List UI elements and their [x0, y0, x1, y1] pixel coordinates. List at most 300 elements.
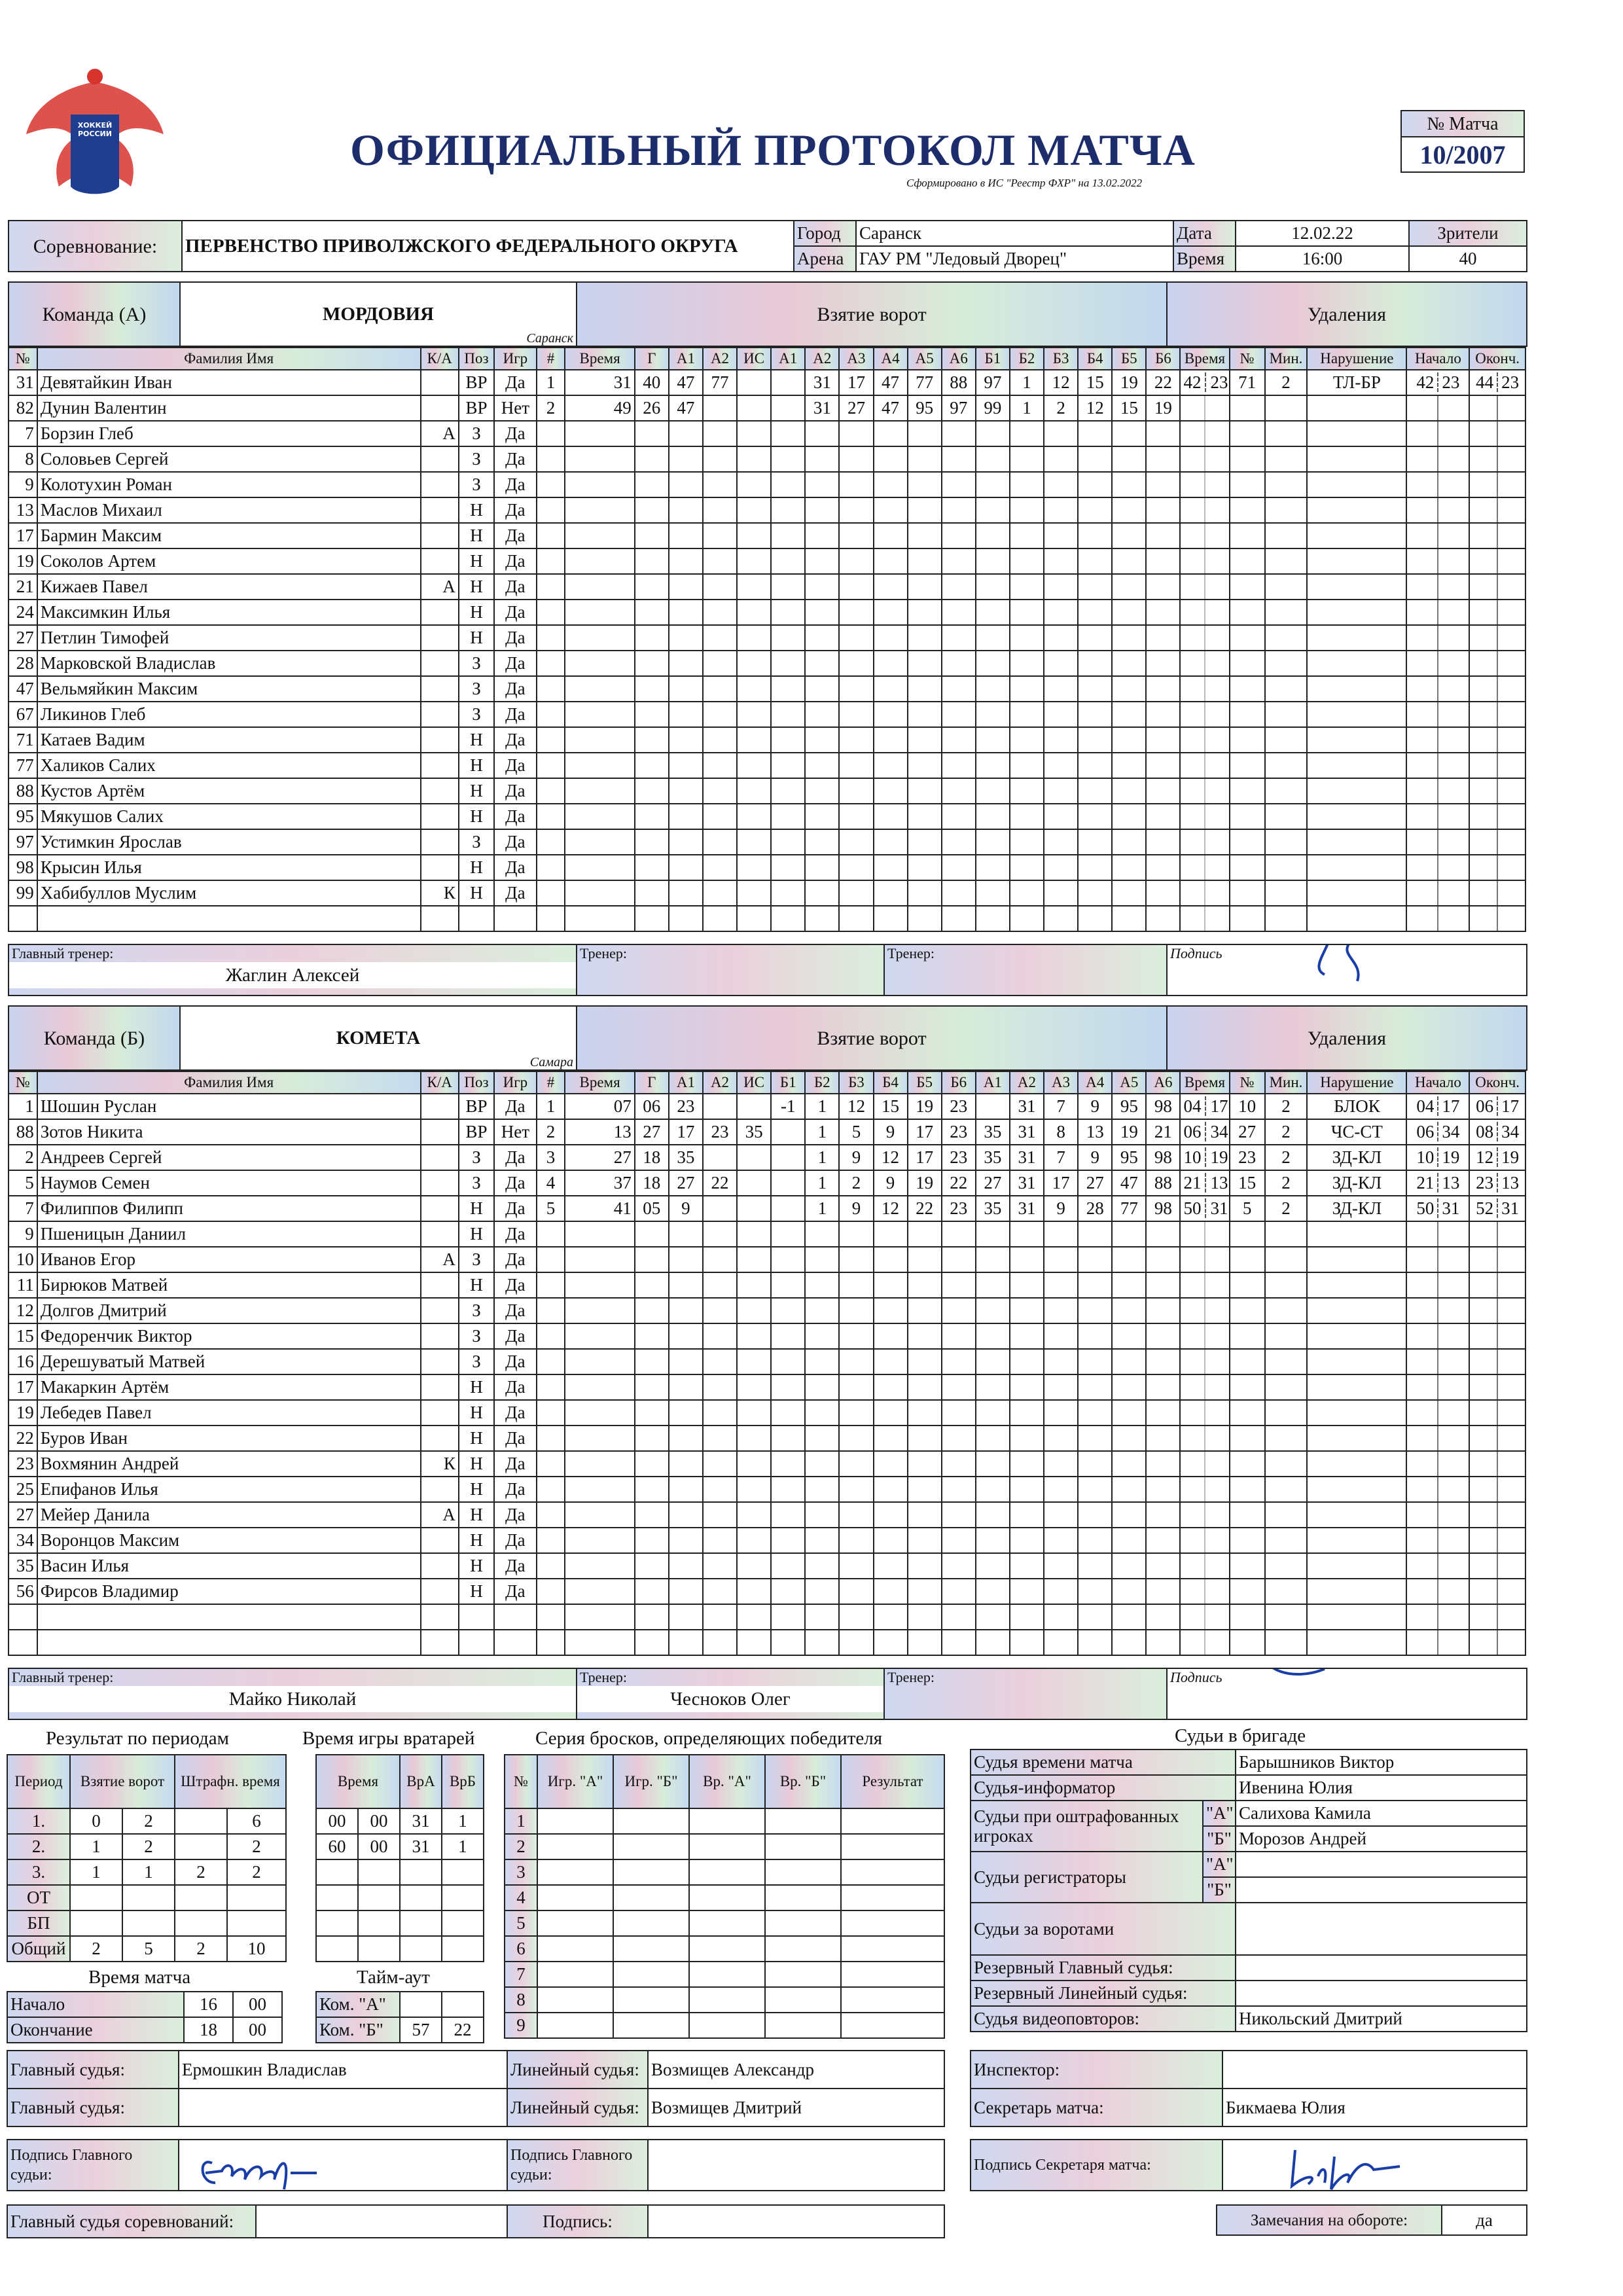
goal-cell — [839, 880, 873, 906]
goal-cell: 9 — [874, 1170, 908, 1196]
player-position: Н — [459, 1528, 494, 1553]
goalie-cell — [316, 1885, 358, 1910]
shootout-row — [505, 1962, 944, 1987]
goal-cell — [942, 676, 976, 702]
goal-cell: 37 — [565, 1170, 634, 1196]
competition-name: ПЕРВЕНСТВО ПРИВОЛЖСКОГО ФЕДЕРАЛЬНОГО ОКРУГА — [182, 221, 794, 272]
match-no-label: № Матча — [1401, 111, 1524, 137]
goal-cell: 5 — [537, 1196, 565, 1221]
roster-header: Поз — [459, 348, 494, 370]
goal-cell — [976, 472, 1010, 497]
goal-cell — [874, 651, 908, 676]
goal-cell — [1010, 1374, 1044, 1400]
player-name: Макаркин Артём — [37, 1374, 421, 1400]
player-number — [9, 1630, 37, 1655]
penalty-cell — [1469, 1477, 1525, 1502]
goal-cell — [737, 753, 771, 778]
period-value — [70, 1885, 122, 1910]
penalty-cell — [1180, 1247, 1229, 1272]
penalty-cell — [1406, 1323, 1469, 1349]
player-number: 11 — [9, 1272, 37, 1298]
goal-cell — [874, 727, 908, 753]
team-a-coach-signature — [1285, 944, 1377, 988]
shootout-row — [505, 1834, 944, 1859]
goal-cell: 31 — [565, 370, 634, 395]
penalty-cell — [1180, 395, 1229, 421]
penalty-cell — [1180, 446, 1229, 472]
goal-cell — [635, 1400, 669, 1426]
goal-cell — [908, 1272, 942, 1298]
goal-cell — [1044, 421, 1078, 446]
player-number: 19 — [9, 1400, 37, 1426]
penalties-header: Мин. — [1265, 348, 1308, 370]
goal-cell — [635, 676, 669, 702]
goal-cell — [669, 1247, 703, 1272]
penalty-start: 04 17 — [1406, 1094, 1469, 1119]
penalty-cell — [1469, 1221, 1525, 1247]
goal-cell — [839, 1247, 873, 1272]
goal-cell — [1146, 906, 1180, 931]
goal-cell — [1112, 676, 1146, 702]
goal-cell — [703, 625, 737, 651]
goal-cell — [565, 1272, 634, 1298]
goal-cell — [537, 1374, 565, 1400]
penalty-cell — [1469, 1528, 1525, 1553]
team-b-coaches — [8, 1668, 1527, 1720]
goalie-cell: 31 — [400, 1808, 442, 1834]
penalty-cell — [1406, 1630, 1469, 1655]
shootout-cell — [841, 1936, 944, 1962]
goal-cell — [1078, 1477, 1112, 1502]
goal-cell — [771, 1170, 805, 1196]
player-name: Ликинов Глеб — [37, 702, 421, 727]
comp-sign-label: Подпись: — [507, 2205, 648, 2238]
goal-cell — [942, 906, 976, 931]
goal-cell: 23 — [942, 1145, 976, 1170]
penalty-cell — [1180, 1374, 1229, 1400]
timeout-table — [315, 1991, 484, 2043]
penalty-cell — [1265, 625, 1308, 651]
goals-header: Б5 — [908, 1071, 942, 1094]
penalty-cell — [1469, 574, 1525, 600]
goal-cell: 22 — [908, 1196, 942, 1221]
goal-cell — [669, 421, 703, 446]
goal-cell — [942, 804, 976, 829]
table-row — [9, 548, 1525, 574]
player-role — [421, 395, 459, 421]
player-role — [421, 1604, 459, 1630]
player-role — [421, 651, 459, 676]
penalty-cell — [1307, 446, 1406, 472]
shootout-row — [505, 1808, 944, 1834]
penalty-cell — [1406, 395, 1469, 421]
shootout-row — [505, 1987, 944, 2013]
goal-cell — [942, 880, 976, 906]
goal-cell: 77 — [1112, 1196, 1146, 1221]
goal-cell — [1078, 600, 1112, 625]
goal-cell — [635, 1604, 669, 1630]
player-name: Воронцов Максим — [37, 1528, 421, 1553]
goal-cell — [874, 1579, 908, 1604]
player-number: 2 — [9, 1145, 37, 1170]
goal-cell — [703, 523, 737, 548]
goal-cell — [1112, 727, 1146, 753]
player-role: К — [421, 1451, 459, 1477]
notes-table — [1216, 2204, 1527, 2236]
penalty-cell — [1230, 446, 1265, 472]
player-name: Халиков Салих — [37, 753, 421, 778]
goal-cell — [537, 880, 565, 906]
penalty-cell — [1307, 1579, 1406, 1604]
penalty-cell — [1406, 1298, 1469, 1323]
shootout-cell — [765, 2013, 841, 2038]
goal-cell — [537, 472, 565, 497]
goal-cell — [565, 804, 634, 829]
penalty-cell — [1406, 1553, 1469, 1579]
penalty-cell — [1406, 446, 1469, 472]
shootout-no: 8 — [505, 1987, 537, 2013]
penalty-judge-a: Салихова Камила — [1236, 1801, 1527, 1826]
goal-cell — [805, 1221, 839, 1247]
player-played: Да — [494, 472, 537, 497]
goal-cell — [839, 1349, 873, 1374]
goalie-cell: 1 — [442, 1834, 484, 1859]
goal-cell — [565, 855, 634, 880]
goalie-row — [316, 1859, 484, 1885]
player-position: ВР — [459, 395, 494, 421]
goal-cell — [703, 1477, 737, 1502]
goal-cell — [1044, 1426, 1078, 1451]
goal-cell — [771, 906, 805, 931]
goal-cell — [874, 1630, 908, 1655]
goal-cell — [942, 446, 976, 472]
goals-header: Г — [635, 1071, 669, 1094]
goal-cell — [537, 1247, 565, 1272]
penalty-cell — [1265, 753, 1308, 778]
goal-cell — [1078, 1298, 1112, 1323]
goal-cell — [565, 1349, 634, 1374]
penalty-cell — [1180, 1349, 1229, 1374]
penalty-cell — [1265, 906, 1308, 931]
penalty-cell — [1230, 702, 1265, 727]
goal-cell: 77 — [703, 370, 737, 395]
player-role — [421, 1553, 459, 1579]
penalty-cell — [1265, 1528, 1308, 1553]
penalty-cell — [1230, 1604, 1265, 1630]
penalty-cell — [1180, 1400, 1229, 1426]
goal-cell — [737, 1451, 771, 1477]
roster-header: К/А — [421, 1071, 459, 1094]
player-role — [421, 600, 459, 625]
team-b-coach-signature — [1168, 1668, 1338, 1695]
penalty-minutes: 2 — [1265, 1119, 1308, 1145]
main-ref-signature — [186, 2140, 356, 2191]
goal-cell — [1044, 1528, 1078, 1553]
shootout-no: 5 — [505, 1910, 537, 1936]
penalty-cell — [1265, 1298, 1308, 1323]
goals-header: А2 — [703, 1071, 737, 1094]
player-number: 21 — [9, 574, 37, 600]
table-row — [9, 855, 1525, 880]
goal-cell — [635, 702, 669, 727]
goal-cell — [942, 1323, 976, 1349]
goal-cell: -1 — [771, 1094, 805, 1119]
goal-cell — [1044, 1400, 1078, 1426]
penalty-cell — [1265, 1630, 1308, 1655]
goal-cell — [1112, 1247, 1146, 1272]
goal-cell — [839, 676, 873, 702]
goal-cell — [805, 906, 839, 931]
goal-cell — [839, 523, 873, 548]
penalty-cell — [1469, 1374, 1525, 1400]
penalty-cell — [1469, 753, 1525, 778]
goal-cell — [942, 1604, 976, 1630]
penalty-cell — [1180, 1298, 1229, 1323]
player-name: Соловьев Сергей — [37, 446, 421, 472]
goal-cell — [1112, 472, 1146, 497]
team-b-sign-label: Подпись — [1170, 1669, 1222, 1685]
goal-cell — [737, 574, 771, 600]
goal-cell — [669, 727, 703, 753]
player-name: Федоренчик Виктор — [37, 1323, 421, 1349]
goalie-cell — [442, 1885, 484, 1910]
shootout-cell — [613, 1987, 689, 2013]
goal-cell — [565, 1374, 634, 1400]
goal-cell — [771, 1553, 805, 1579]
shootout-cell — [841, 1987, 944, 2013]
shootout-cell — [689, 1808, 765, 1834]
penalty-start: 10 19 — [1406, 1145, 1469, 1170]
goal-cell — [537, 804, 565, 829]
player-role: А — [421, 421, 459, 446]
player-role — [421, 1119, 459, 1145]
goal-cell — [1146, 676, 1180, 702]
goal-cell — [1112, 804, 1146, 829]
table-row — [9, 370, 1525, 395]
match-no: 10/2007 — [1401, 137, 1524, 172]
player-number: 99 — [9, 880, 37, 906]
player-played: Да — [494, 727, 537, 753]
goal-cell — [874, 1349, 908, 1374]
penalty-cell — [1265, 574, 1308, 600]
penalty-cell — [1307, 1451, 1406, 1477]
player-name: Буров Иван — [37, 1426, 421, 1451]
player-name: Филиппов Филипп — [37, 1196, 421, 1221]
roster-header: Игр — [494, 1071, 537, 1094]
goal-cell — [669, 1298, 703, 1323]
penalty-cell — [1406, 1349, 1469, 1374]
period-value — [175, 1808, 227, 1834]
goal-cell — [537, 497, 565, 523]
goal-cell — [771, 1502, 805, 1528]
goal-cell — [1146, 727, 1180, 753]
penalty-cell — [1265, 523, 1308, 548]
goal-cell: 28 — [1078, 1196, 1112, 1221]
penalty-cell — [1406, 625, 1469, 651]
goal-cell — [537, 1502, 565, 1528]
goal-cell — [874, 1451, 908, 1477]
goal-cell — [1146, 600, 1180, 625]
goal-cell — [537, 1451, 565, 1477]
player-role — [421, 1145, 459, 1170]
goal-cell — [942, 523, 976, 548]
player-name: Наумов Семен — [37, 1170, 421, 1196]
goal-cell — [669, 702, 703, 727]
player-number: 88 — [9, 778, 37, 804]
penalty-cell — [1307, 600, 1406, 625]
goal-cell — [908, 1374, 942, 1400]
goal-cell — [874, 1247, 908, 1272]
penalty-cell — [1265, 1426, 1308, 1451]
goal-cell — [1044, 804, 1078, 829]
player-played: Да — [494, 1349, 537, 1374]
player-number: 31 — [9, 370, 37, 395]
goal-cell — [1044, 472, 1078, 497]
goal-cell: 22 — [1146, 370, 1180, 395]
goal-cell — [805, 523, 839, 548]
goal-cell — [1112, 625, 1146, 651]
goalie-cell — [400, 1910, 442, 1936]
player-name: Максимкин Илья — [37, 600, 421, 625]
goal-cell — [1044, 1553, 1078, 1579]
goal-cell — [1044, 829, 1078, 855]
goal-cell — [669, 625, 703, 651]
goal-cell — [839, 1630, 873, 1655]
goal-cell: 47 — [669, 370, 703, 395]
penalty-judge-a-tag: "А" — [1203, 1801, 1236, 1826]
goals-header: ИС — [737, 1071, 771, 1094]
goal-cell — [839, 625, 873, 651]
period-value: 1 — [122, 1859, 175, 1885]
penalty-cell — [1307, 1221, 1406, 1247]
penalty-time: 21 13 — [1180, 1170, 1229, 1196]
goal-cell — [839, 1221, 873, 1247]
goal-cell: 7 — [1044, 1094, 1078, 1119]
player-position: Н — [459, 1196, 494, 1221]
penalty-cell — [1307, 1374, 1406, 1400]
penalty-cell — [1307, 1426, 1406, 1451]
match-time-title: Время матча — [88, 1967, 191, 1988]
goal-cell — [565, 421, 634, 446]
player-position: Н — [459, 1553, 494, 1579]
penalty-player: 23 — [1230, 1145, 1265, 1170]
shootout-table — [504, 1754, 945, 2039]
spectators-label: Зрители — [1409, 221, 1527, 246]
goal-cell — [874, 523, 908, 548]
player-name: Долгов Дмитрий — [37, 1298, 421, 1323]
penalty-cell — [1307, 1272, 1406, 1298]
goal-cell — [737, 421, 771, 446]
goal-cell — [1078, 906, 1112, 931]
period-value — [227, 1910, 286, 1936]
goal-cell — [1146, 548, 1180, 574]
shootout-cell — [613, 2013, 689, 2038]
timeout-b-m: 57 — [400, 2017, 442, 2043]
player-position — [459, 1604, 494, 1630]
goal-cell: 12 — [839, 1094, 873, 1119]
goal-cell — [1044, 1323, 1078, 1349]
period-row — [7, 1885, 286, 1910]
penalty-cell — [1406, 1221, 1469, 1247]
goal-cell — [1078, 1630, 1112, 1655]
goal-cell — [976, 1579, 1010, 1604]
penalty-cell — [1406, 727, 1469, 753]
goal-cell — [737, 370, 771, 395]
goal-cell — [874, 804, 908, 829]
goal-cell — [565, 676, 634, 702]
periods-h-goals: Взятие ворот — [70, 1755, 175, 1808]
goal-cell: 49 — [565, 395, 634, 421]
goals-header: А2 — [703, 348, 737, 370]
goal-cell — [805, 1298, 839, 1323]
goal-cell — [874, 778, 908, 804]
goal-cell: 98 — [1146, 1094, 1180, 1119]
goalie-cell — [358, 1936, 400, 1962]
goal-cell — [737, 1400, 771, 1426]
goal-cell — [771, 1349, 805, 1374]
timekeeper-label: Судья времени матча — [971, 1749, 1236, 1775]
goal-cell — [771, 829, 805, 855]
goal-cell — [1010, 600, 1044, 625]
goal-cell — [1112, 1272, 1146, 1298]
goal-cell — [565, 1400, 634, 1426]
player-name: Бирюков Матвей — [37, 1272, 421, 1298]
goal-cell — [737, 1477, 771, 1502]
team-b-block — [8, 1005, 1526, 1719]
goal-cell — [942, 497, 976, 523]
goal-cell — [1044, 676, 1078, 702]
penalty-cell — [1265, 446, 1308, 472]
goal-cell — [703, 1630, 737, 1655]
goal-cell — [1078, 778, 1112, 804]
player-played: Да — [494, 548, 537, 574]
player-played: Да — [494, 702, 537, 727]
player-number: 17 — [9, 523, 37, 548]
goal-cell — [1112, 1553, 1146, 1579]
goalie-cell — [316, 1910, 358, 1936]
goals-header: А5 — [908, 348, 942, 370]
player-name: Колотухин Роман — [37, 472, 421, 497]
goal-cell — [908, 600, 942, 625]
goal-cell: 31 — [1010, 1170, 1044, 1196]
team-a-coach-label: Тренер: — [577, 944, 884, 996]
goal-cell — [1044, 1298, 1078, 1323]
roster-header: К/А — [421, 348, 459, 370]
penalty-cell — [1265, 1553, 1308, 1579]
goal-cell — [874, 574, 908, 600]
goal-cell — [1044, 1221, 1078, 1247]
team-a-goals-title: Взятие ворот — [577, 282, 1167, 346]
goal-cell — [874, 1400, 908, 1426]
penalty-infraction: ТЛ-БР — [1307, 370, 1406, 395]
goal-cell — [1112, 574, 1146, 600]
goal-cell — [771, 1630, 805, 1655]
goal-cell — [908, 1477, 942, 1502]
goal-cell — [669, 1451, 703, 1477]
goal-cell: 27 — [669, 1170, 703, 1196]
goal-cell: 1 — [805, 1170, 839, 1196]
goal-cell — [737, 625, 771, 651]
player-number: 35 — [9, 1553, 37, 1579]
table-row — [9, 804, 1525, 829]
goal-cell — [942, 600, 976, 625]
penalty-player: 15 — [1230, 1170, 1265, 1196]
goal-cell: 95 — [1112, 1094, 1146, 1119]
penalty-cell — [1180, 804, 1229, 829]
goal-cell — [565, 625, 634, 651]
goal-cell — [565, 1630, 634, 1655]
goal-cell — [635, 727, 669, 753]
